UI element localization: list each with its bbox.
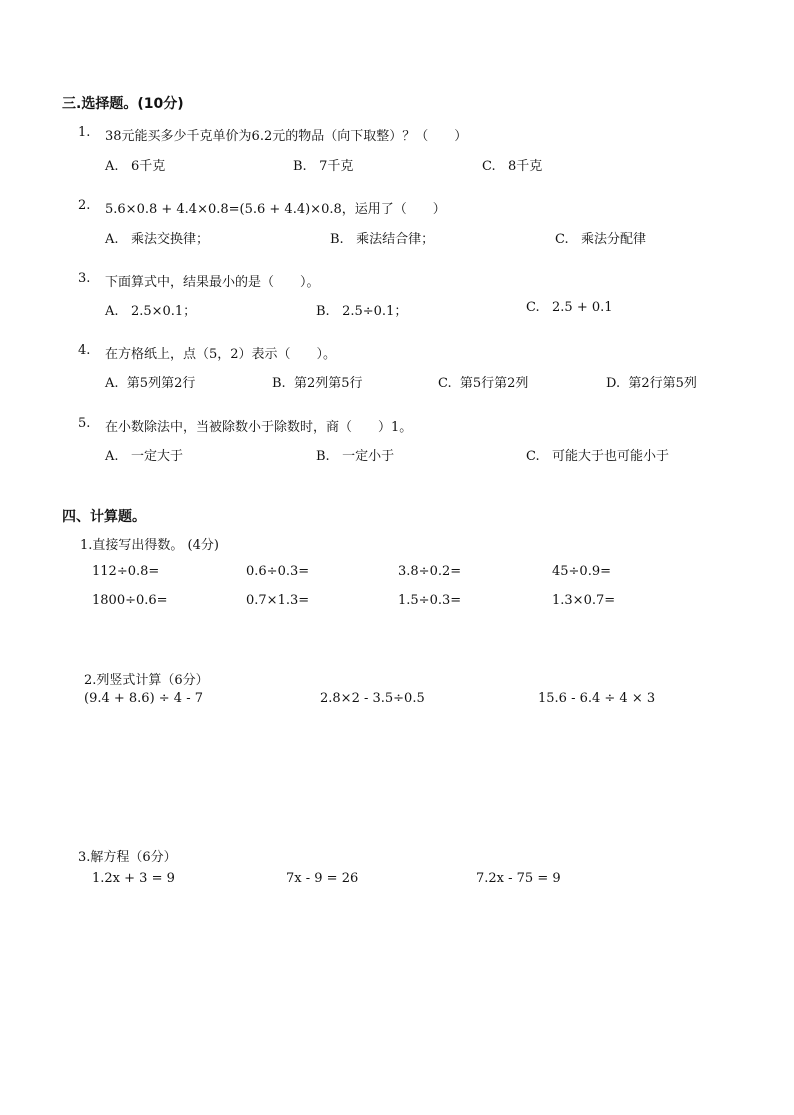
question-2-number: 2. bbox=[78, 198, 91, 213]
oral-calc-item: 0.7×1.3= bbox=[246, 593, 310, 608]
part-3-title: 3.解方程（6分） bbox=[78, 850, 177, 865]
q1-option-a: A. 6千克 bbox=[105, 159, 166, 174]
q4-option-b: B. 第2列第5行 bbox=[272, 376, 363, 391]
oral-calc-item: 45÷0.9= bbox=[552, 564, 612, 579]
section-3-title: 三.选择题。(10分) bbox=[62, 96, 184, 112]
q3-option-c: C. 2.5 + 0.1 bbox=[526, 300, 613, 315]
part-1-title: 1.直接写出得数。 (4分) bbox=[80, 538, 219, 553]
oral-calc-item: 3.8÷0.2= bbox=[398, 564, 462, 579]
vertical-calc-item: 15.6 - 6.4 ÷ 4 × 3 bbox=[538, 691, 656, 706]
question-4-text: 在方格纸上，点（5，2）表示（ ）。 bbox=[105, 347, 337, 362]
q5-option-a: A. 一定大于 bbox=[105, 449, 183, 464]
q1-option-b: B. 7千克 bbox=[293, 159, 354, 174]
oral-calc-item: 1800÷0.6= bbox=[92, 593, 168, 608]
q2-option-c: C. 乘法分配律 bbox=[555, 232, 647, 247]
oral-calc-item: 1.5÷0.3= bbox=[398, 593, 462, 608]
vertical-calc-item: (9.4 + 8.6) ÷ 4 - 7 bbox=[84, 691, 204, 706]
question-2-text: 5.6×0.8 + 4.4×0.8=(5.6 + 4.4)×0.8，运用了（ ） bbox=[105, 202, 446, 217]
section-4-title: 四、计算题。 bbox=[62, 509, 146, 525]
vertical-calc-item: 2.8×2 - 3.5÷0.5 bbox=[320, 691, 425, 706]
q2-option-a: A. 乘法交换律； bbox=[105, 232, 209, 247]
q4-option-a: A. 第5列第2行 bbox=[105, 376, 196, 391]
part-2-title: 2.列竖式计算（6分） bbox=[84, 673, 209, 688]
q4-option-c: C. 第5行第2列 bbox=[438, 376, 529, 391]
q1-option-c: C. 8千克 bbox=[482, 159, 543, 174]
question-3-number: 3. bbox=[78, 271, 91, 286]
question-1-text: 38元能买多少千克单价为6.2元的物品（向下取整）？（ ） bbox=[105, 129, 468, 144]
equation-item: 7.2x - 75 = 9 bbox=[476, 871, 561, 886]
equation-item: 7x - 9 = 26 bbox=[286, 871, 359, 886]
question-3-text: 下面算式中，结果最小的是（ ）。 bbox=[105, 275, 320, 290]
question-1-number: 1. bbox=[78, 125, 91, 140]
oral-calc-item: 1.3×0.7= bbox=[552, 593, 616, 608]
oral-calc-item: 112÷0.8= bbox=[92, 564, 160, 579]
q3-option-b: B. 2.5÷0.1； bbox=[316, 304, 408, 319]
question-5-number: 5. bbox=[78, 416, 91, 431]
q3-option-a: A. 2.5×0.1； bbox=[105, 304, 197, 319]
q5-option-b: B. 一定小于 bbox=[316, 449, 395, 464]
question-5-text: 在小数除法中，当被除数小于除数时，商（ ）1。 bbox=[105, 420, 413, 435]
oral-calc-item: 0.6÷0.3= bbox=[246, 564, 310, 579]
q2-option-b: B. 乘法结合律； bbox=[330, 232, 435, 247]
q5-option-c: C. 可能大于也可能小于 bbox=[526, 449, 670, 464]
question-4-number: 4. bbox=[78, 343, 91, 358]
q4-option-d: D. 第2行第5列 bbox=[606, 376, 697, 391]
equation-item: 1.2x + 3 = 9 bbox=[92, 871, 175, 886]
